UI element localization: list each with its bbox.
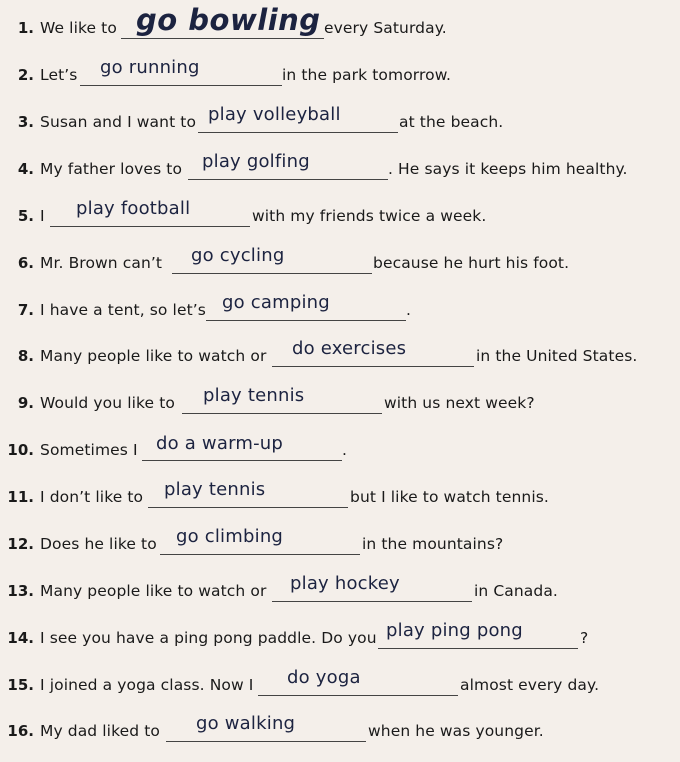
handwritten-answer: play golfing	[202, 151, 310, 172]
handwritten-answer: go climbing	[176, 526, 284, 547]
sentence-end: at the beach.	[399, 113, 504, 131]
sentence-start: I see you have a ping pong paddle. Do you	[40, 629, 377, 647]
sentence-start: I don’t like to	[40, 488, 144, 506]
handwritten-answer: play volleyball	[208, 104, 341, 125]
sentence-start: Susan and I want to	[40, 113, 197, 131]
sentence-start: I have a tent, so let’s	[40, 301, 206, 319]
sentence-end: in the park tomorrow.	[282, 66, 452, 84]
sentence-start: Many people like to watch or	[40, 347, 267, 365]
sentence-start: Let’s	[40, 66, 78, 84]
item-number: 14.	[7, 629, 34, 647]
sentence-end: in Canada.	[474, 582, 558, 600]
handwritten-answer: play football	[76, 198, 191, 219]
handwritten-answer: play tennis	[203, 385, 305, 406]
handwritten-answer: go walking	[196, 713, 296, 734]
item-number: 10.	[7, 441, 34, 459]
sentence-end: .	[406, 301, 412, 319]
sentence-end: because he hurt his foot.	[373, 254, 570, 272]
handwritten-answer: go running	[100, 57, 200, 78]
handwritten-answer: go bowling	[136, 3, 321, 37]
item-number: 11.	[7, 488, 34, 506]
sentence-end: in the mountains?	[362, 535, 504, 553]
sentence-start: Sometimes I	[40, 441, 138, 459]
item-number: 1.	[17, 19, 34, 37]
sentence-end: with us next week?	[384, 394, 535, 412]
sentence-start: I	[40, 207, 45, 225]
handwritten-answer: do exercises	[292, 338, 407, 359]
handwritten-answer: do a warm-up	[156, 433, 284, 454]
handwritten-answer: play hockey	[290, 573, 400, 594]
item-number: 13.	[7, 582, 34, 600]
sentence-start: We like to	[40, 19, 117, 37]
handwritten-answer: play ping pong	[386, 620, 523, 641]
item-number: 2.	[17, 66, 34, 84]
sentence-end: but I like to watch tennis.	[350, 488, 549, 506]
sentence-start: Many people like to watch or	[40, 582, 267, 600]
item-number: 6.	[17, 254, 34, 272]
sentence-start: Does he like to	[40, 535, 157, 553]
item-number: 7.	[17, 301, 34, 319]
item-number: 15.	[7, 676, 34, 694]
sentence-end: almost every day.	[460, 676, 600, 694]
sentence-start: Would you like to	[40, 394, 175, 412]
sentence-end: every Saturday.	[324, 19, 447, 37]
sentence-end: in the United States.	[476, 347, 638, 365]
sentence-end: ?	[580, 629, 589, 647]
sentence-end: when he was younger.	[368, 722, 544, 740]
sentence-start: My father loves to	[40, 160, 183, 178]
sentence-start: Mr. Brown can’t	[40, 254, 163, 272]
handwritten-answer: do yoga	[287, 667, 361, 688]
item-number: 9.	[17, 394, 34, 412]
handwritten-answer: go cycling	[191, 245, 285, 266]
item-number: 12.	[7, 535, 34, 553]
handwritten-answer: go camping	[222, 292, 330, 313]
item-number: 8.	[17, 347, 34, 365]
handwritten-answer: play tennis	[164, 479, 266, 500]
sentence-start: I joined a yoga class. Now I	[40, 676, 254, 694]
sentence-start: My dad liked to	[40, 722, 160, 740]
item-number: 3.	[17, 113, 34, 131]
sentence-end: with my friends twice a week.	[252, 207, 487, 225]
item-number: 16.	[7, 722, 34, 740]
item-number: 4.	[17, 160, 34, 178]
sentence-end: . He says it keeps him healthy.	[388, 160, 628, 178]
item-number: 5.	[17, 207, 34, 225]
sentence-end: .	[342, 441, 348, 459]
